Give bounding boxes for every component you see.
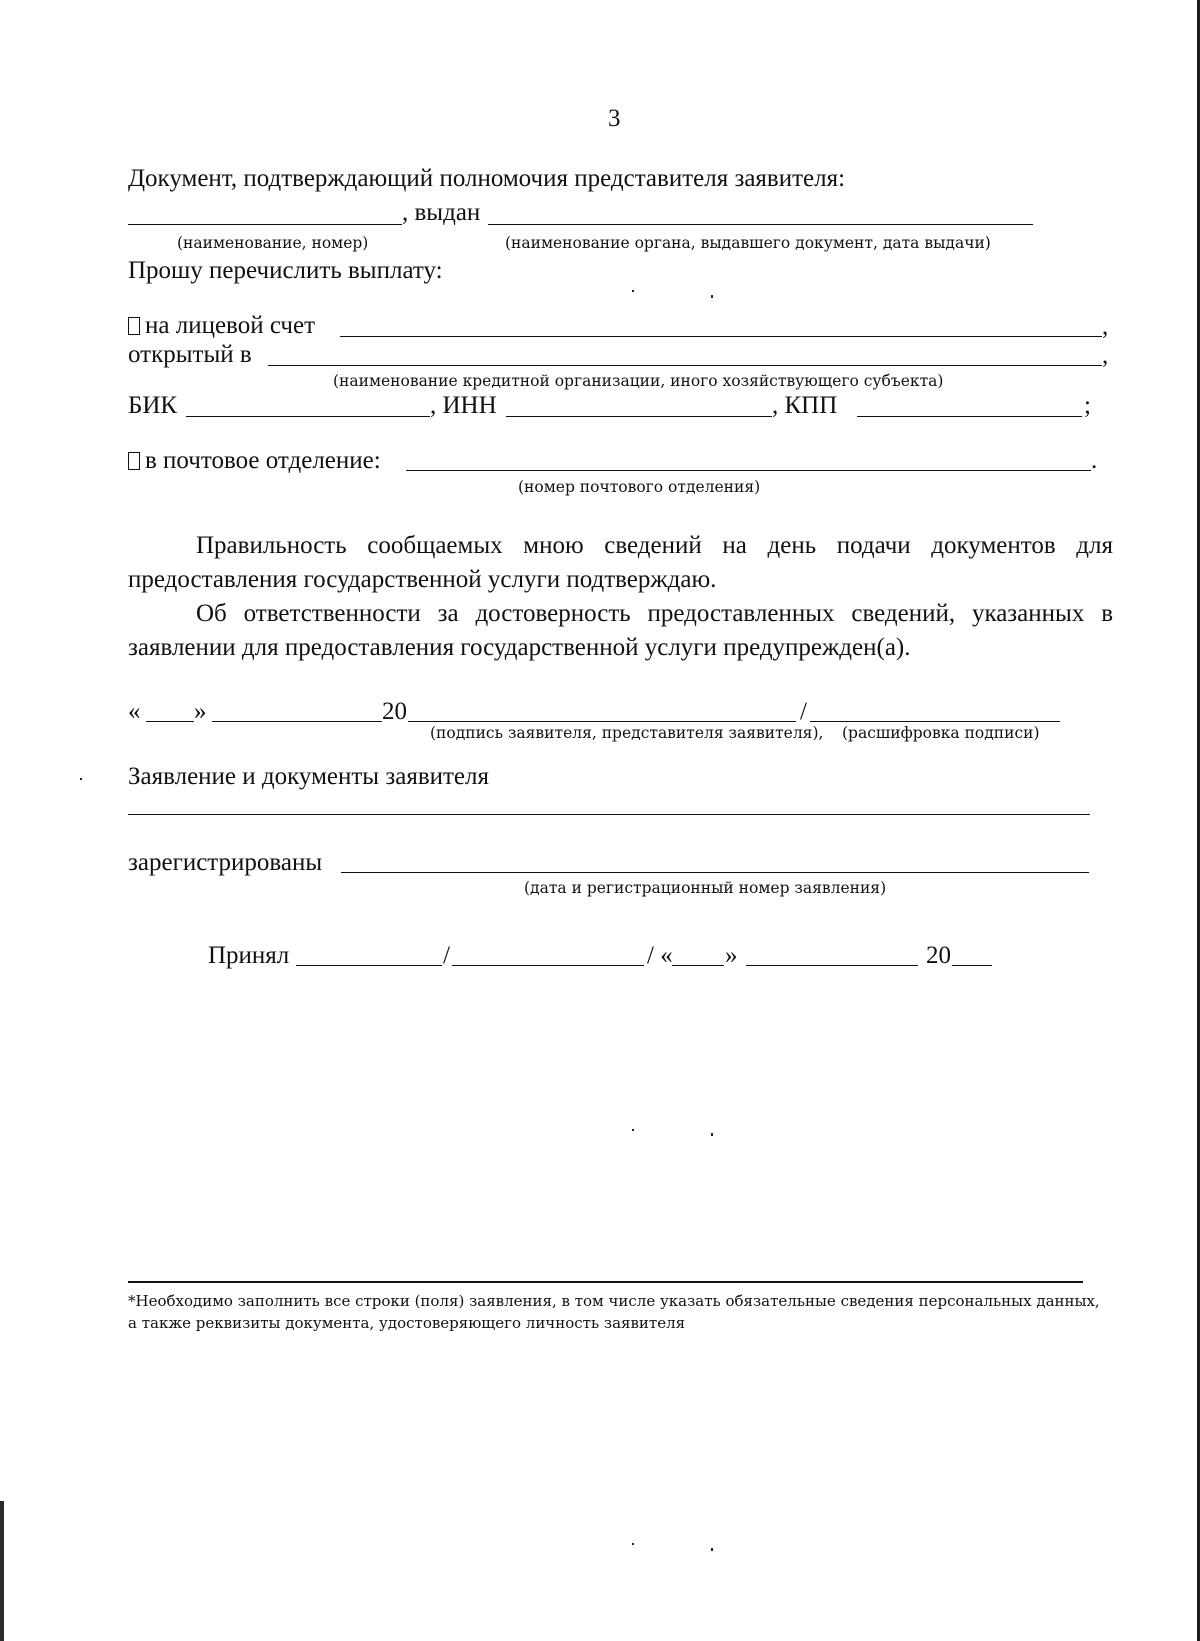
sign-day-field[interactable] [146, 721, 194, 722]
scan-speck [80, 778, 82, 780]
accepted-slash: / [443, 942, 450, 969]
declaration-responsibility: Об ответственности за достоверность предоставленных сведений, указанных в заявлении для предоставления государственной услуги предупрежден(а). [128, 600, 1113, 661]
inn-label: , ИНН [430, 392, 497, 419]
account-option[interactable] [128, 311, 315, 341]
accepted-year-prefix: 20 [926, 942, 951, 969]
post-period: . [1091, 447, 1098, 474]
signature-field[interactable] [408, 721, 796, 722]
accepted-label: Принял [208, 942, 290, 969]
bank-caption: (наименование кредитной организации, иного хозяйствующего субъекта) [333, 372, 944, 390]
sign-close-quote: » [194, 698, 207, 725]
registered-label: зарегистрированы [128, 849, 323, 876]
kpp-field[interactable] [857, 416, 1082, 417]
scan-edge-left [0, 1501, 4, 1641]
post-caption: (номер почтового отделения) [518, 478, 761, 496]
registration-docs-field[interactable] [128, 814, 1090, 815]
signature-decode-field[interactable] [810, 721, 1060, 722]
post-checkbox[interactable] [128, 452, 140, 470]
account-label: на лицевой счет [145, 312, 316, 339]
account-checkbox[interactable] [128, 317, 140, 335]
registration-docs-label: Заявление и документы заявителя [128, 763, 489, 790]
authority-doc-name-field[interactable] [128, 224, 402, 225]
sign-month-field[interactable] [212, 721, 382, 722]
bank-name-field[interactable] [268, 365, 1102, 366]
kpp-label: , КПП [772, 392, 838, 419]
post-label: в почтовое отделение: [145, 447, 381, 474]
authority-heading: Документ, подтверждающий полномочия представителя заявителя: [128, 165, 846, 192]
sign-year-prefix: 20 [382, 698, 407, 725]
accepted-month-field[interactable] [746, 965, 918, 966]
accepted-close-quote: » [725, 942, 738, 969]
account-comma: , [1102, 313, 1109, 340]
inn-field[interactable] [506, 416, 772, 417]
footnote-line-2: а также реквизиты документа, удостоверяющего личность заявителя [128, 1314, 686, 1332]
kpp-semicolon: ; [1084, 392, 1091, 419]
accepted-slash-quote: / « [647, 942, 673, 969]
bank-comma: , [1102, 342, 1109, 369]
post-office-field[interactable] [406, 470, 1091, 471]
caption-signature: (подпись заявителя, представителя заявителя), [430, 724, 824, 742]
payment-heading: Прошу перечислить выплату: [128, 257, 443, 284]
scan-speck [711, 1133, 713, 1136]
caption-issuing-organ: (наименование органа, выдавшего документ, дата выдачи) [505, 234, 991, 252]
sign-slash: / [800, 698, 807, 725]
scan-speck [711, 1548, 713, 1551]
issued-label: , выдан [402, 199, 481, 226]
footnote-divider [128, 1281, 1083, 1283]
post-option[interactable] [128, 446, 381, 476]
declaration-accuracy: Правильность сообщаемых мною сведений на день подачи документов для предоставления государственной услуги подтверждаю. [128, 532, 1113, 593]
scan-speck [632, 1129, 634, 1131]
caption-name-number: (наименование, номер) [177, 234, 369, 252]
caption-decode: (расшифровка подписи) [842, 724, 1040, 742]
scan-speck [632, 1543, 634, 1545]
footnote [128, 1290, 1103, 1334]
accepted-signature-field[interactable] [296, 965, 442, 966]
account-number-field[interactable] [340, 336, 1102, 337]
opened-in-label: открытый в [128, 341, 252, 368]
accepted-day-field[interactable] [672, 965, 724, 966]
bik-label: БИК [128, 392, 178, 419]
sign-open-quote: « [128, 698, 141, 725]
registration-date-number-field[interactable] [341, 872, 1089, 873]
bik-field[interactable] [186, 416, 430, 417]
authority-organ-field[interactable] [488, 224, 1033, 225]
accepted-name-field[interactable] [452, 965, 644, 966]
scan-speck [711, 295, 713, 298]
scan-speck [632, 290, 634, 292]
registration-caption: (дата и регистрационный номер заявления) [524, 879, 887, 897]
footnote-line-1: *Необходимо заполнить все строки (поля) заявления, в том числе указать обязательные сведения персональных данных, [128, 1292, 1100, 1310]
page-number: 3 [608, 105, 621, 132]
accepted-year-field[interactable] [952, 965, 992, 966]
